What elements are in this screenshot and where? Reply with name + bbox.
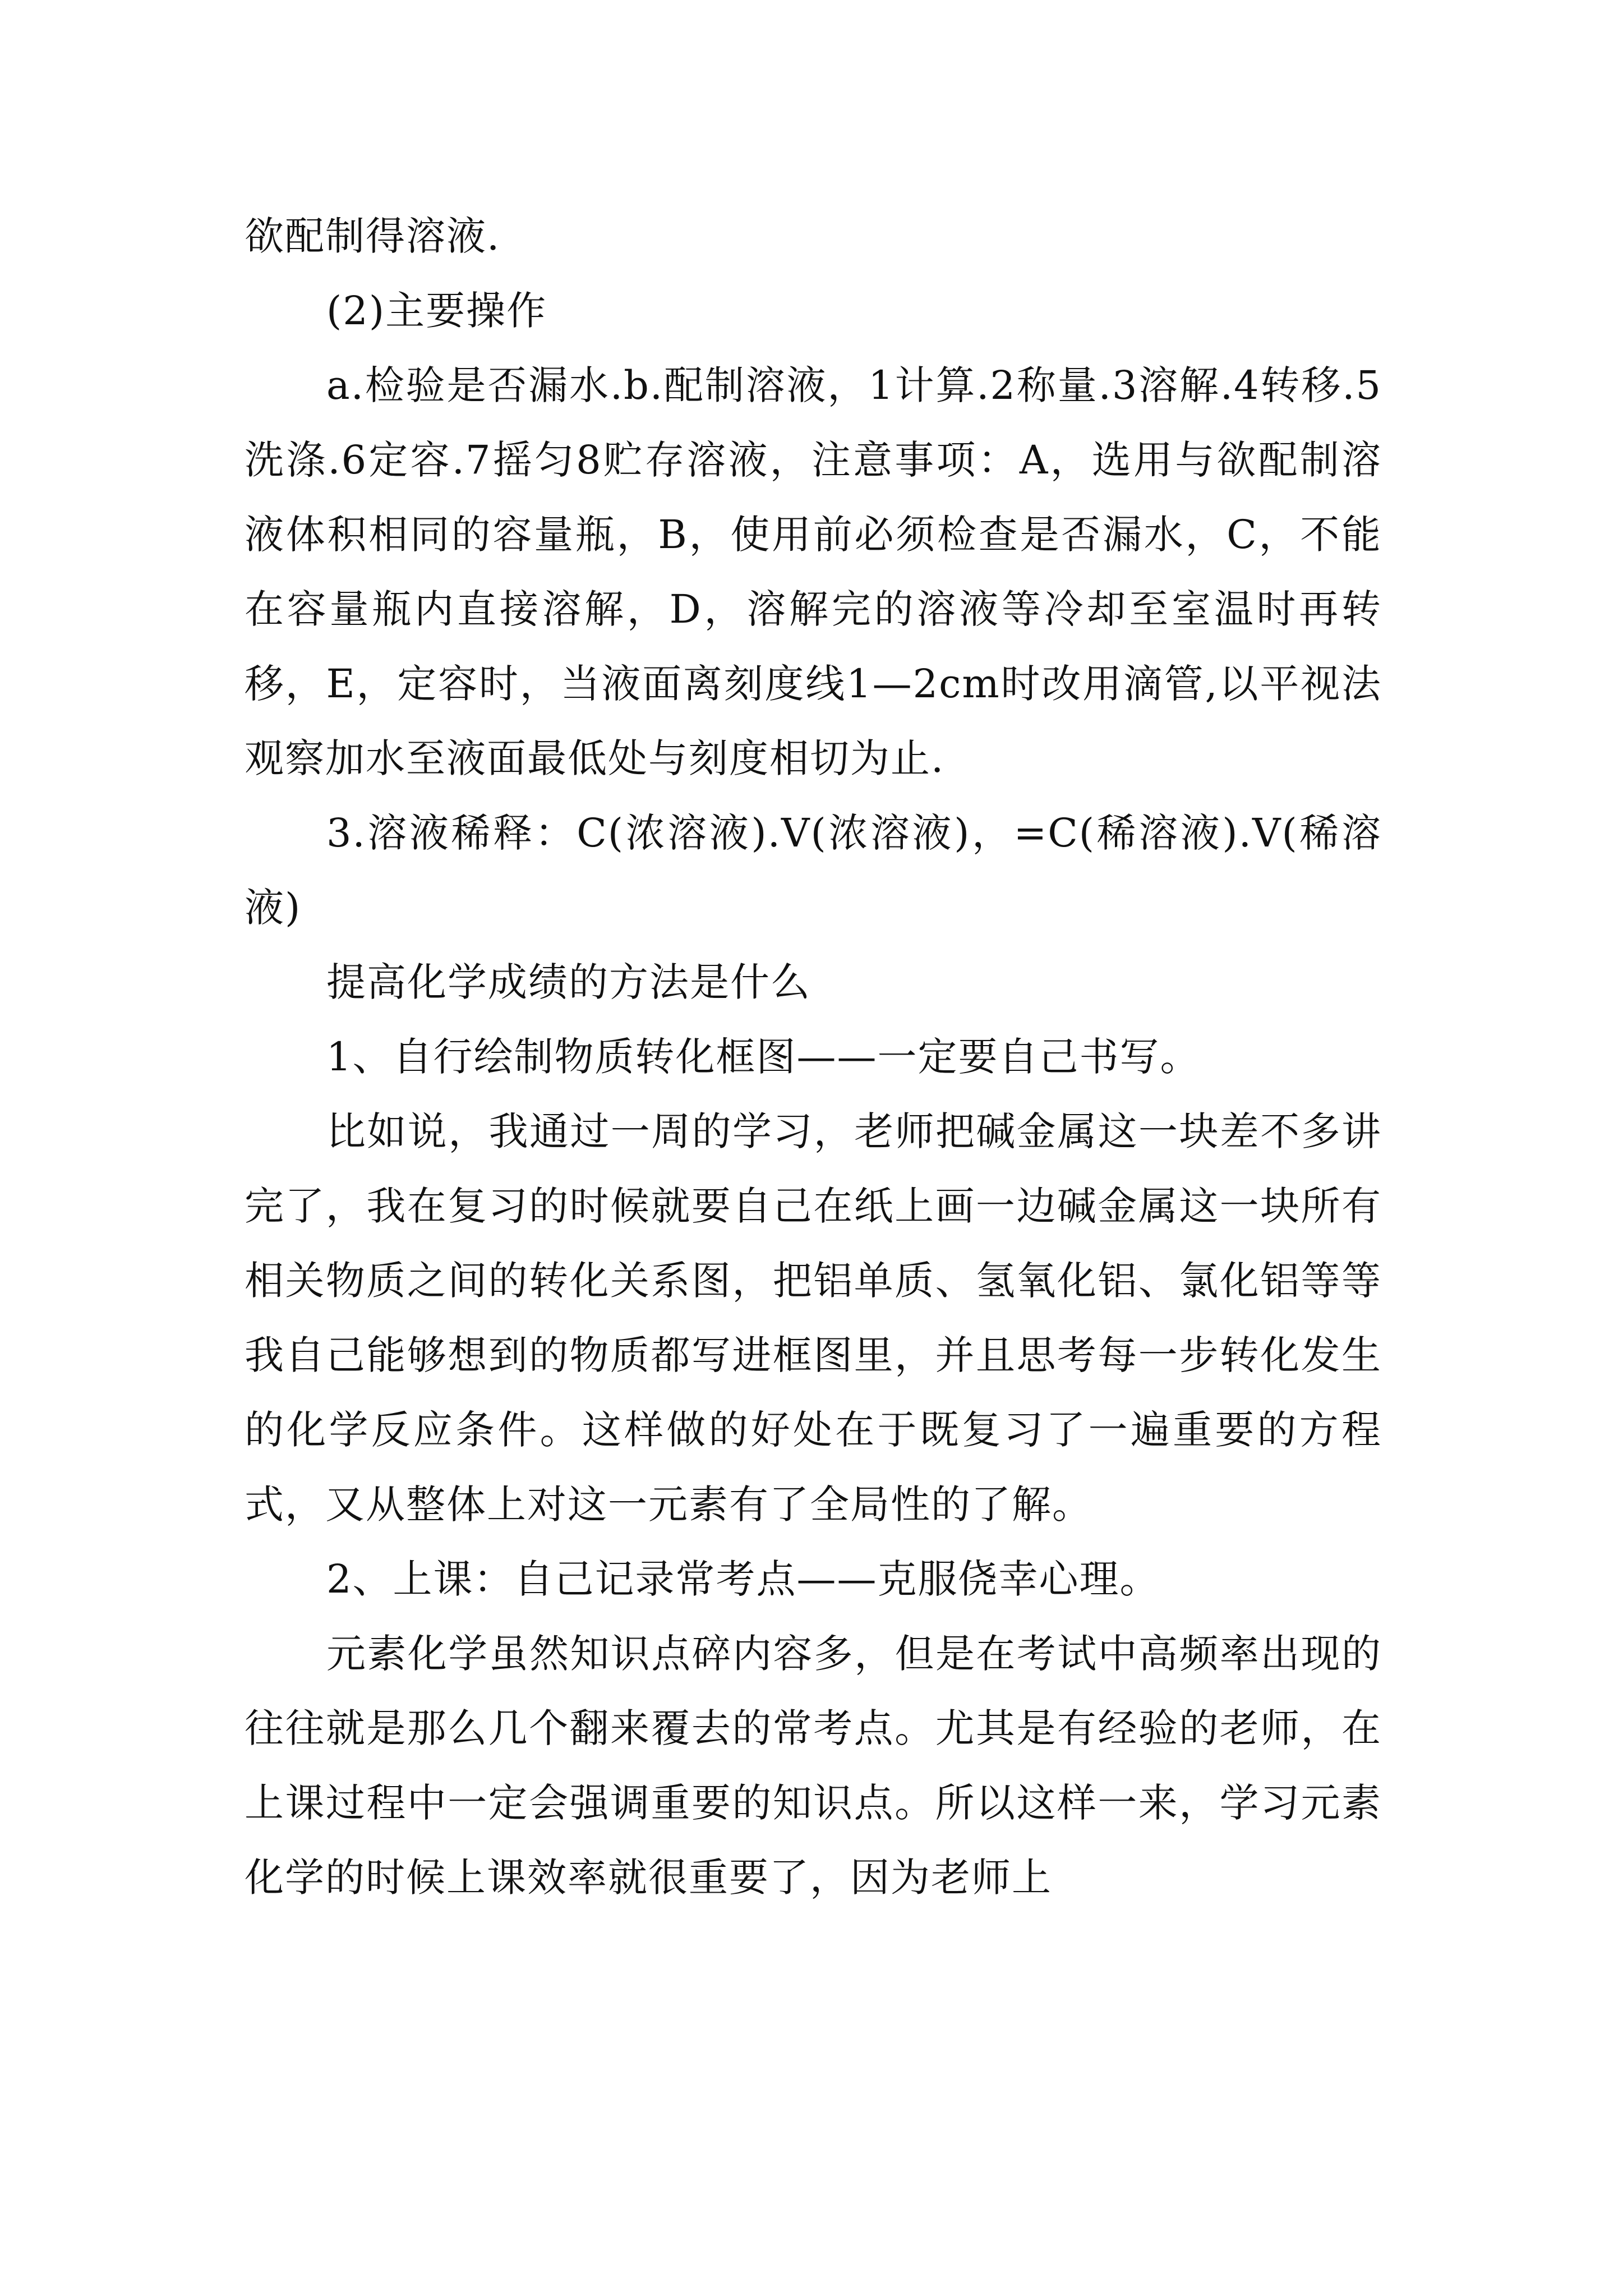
subheading-method-1: 1、自行绘制物质转化框图——一定要自己书写。 bbox=[326, 1034, 1201, 1080]
paragraph-method-2-detail: 元素化学虽然知识点碎内容多，但是在考试中高频率出现的往往就是那么几个翻来覆去的常考点。尤其是有经验的老师，在上课过程中一定会强调重要的知识点。所以这样一来，学习元素化学的时候上课效率就很重要了，因为老师上 bbox=[245, 1631, 1382, 1901]
subheading-main-operations: (2)主要操作 bbox=[326, 288, 547, 334]
section-heading-improve-chemistry: 提高化学成绩的方法是什么 bbox=[326, 959, 811, 1005]
subheading-method-2: 2、上课：自己记录常考点——克服侥幸心理。 bbox=[326, 1556, 1160, 1602]
paragraph-continuation: 欲配制得溶液. bbox=[245, 213, 501, 259]
paragraph-method-1-detail: 比如说，我通过一周的学习，老师把碱金属这一块差不多讲完了，我在复习的时候就要自己在纸上画一边碱金属这一块所有相关物质之间的转化关系图，把铝单质、氢氧化铝、氯化铝等等我自己能够想到的物质都写进框图里，并且思考每一步转化发生的化学反应条件。这样做的好处在于既复习了一遍重要的方程式，又从整体上对这一元素有了全局性的了解。 bbox=[245, 1108, 1382, 1527]
document-body bbox=[245, 199, 1382, 1915]
paragraph-solution-dilution: 3.溶液稀释：C(浓溶液).V(浓溶液)，=C(稀溶液).V(稀溶液) bbox=[245, 810, 1382, 931]
paragraph-operation-steps: a.检验是否漏水.b.配制溶液，1计算.2称量.3溶解.4转移.5洗涤.6定容.7摇匀8贮存溶液，注意事项：A，选用与欲配制溶液体积相同的容量瓶，B，使用前必须检查是否漏水，C，不能在容量瓶内直接溶解，D，溶解完的溶液等冷却至室温时再转移，E，定容时，当液面离刻度线1—2cm时改用滴管,以平视法观察加水至液面最低处与刻度相切为止. bbox=[245, 362, 1382, 781]
